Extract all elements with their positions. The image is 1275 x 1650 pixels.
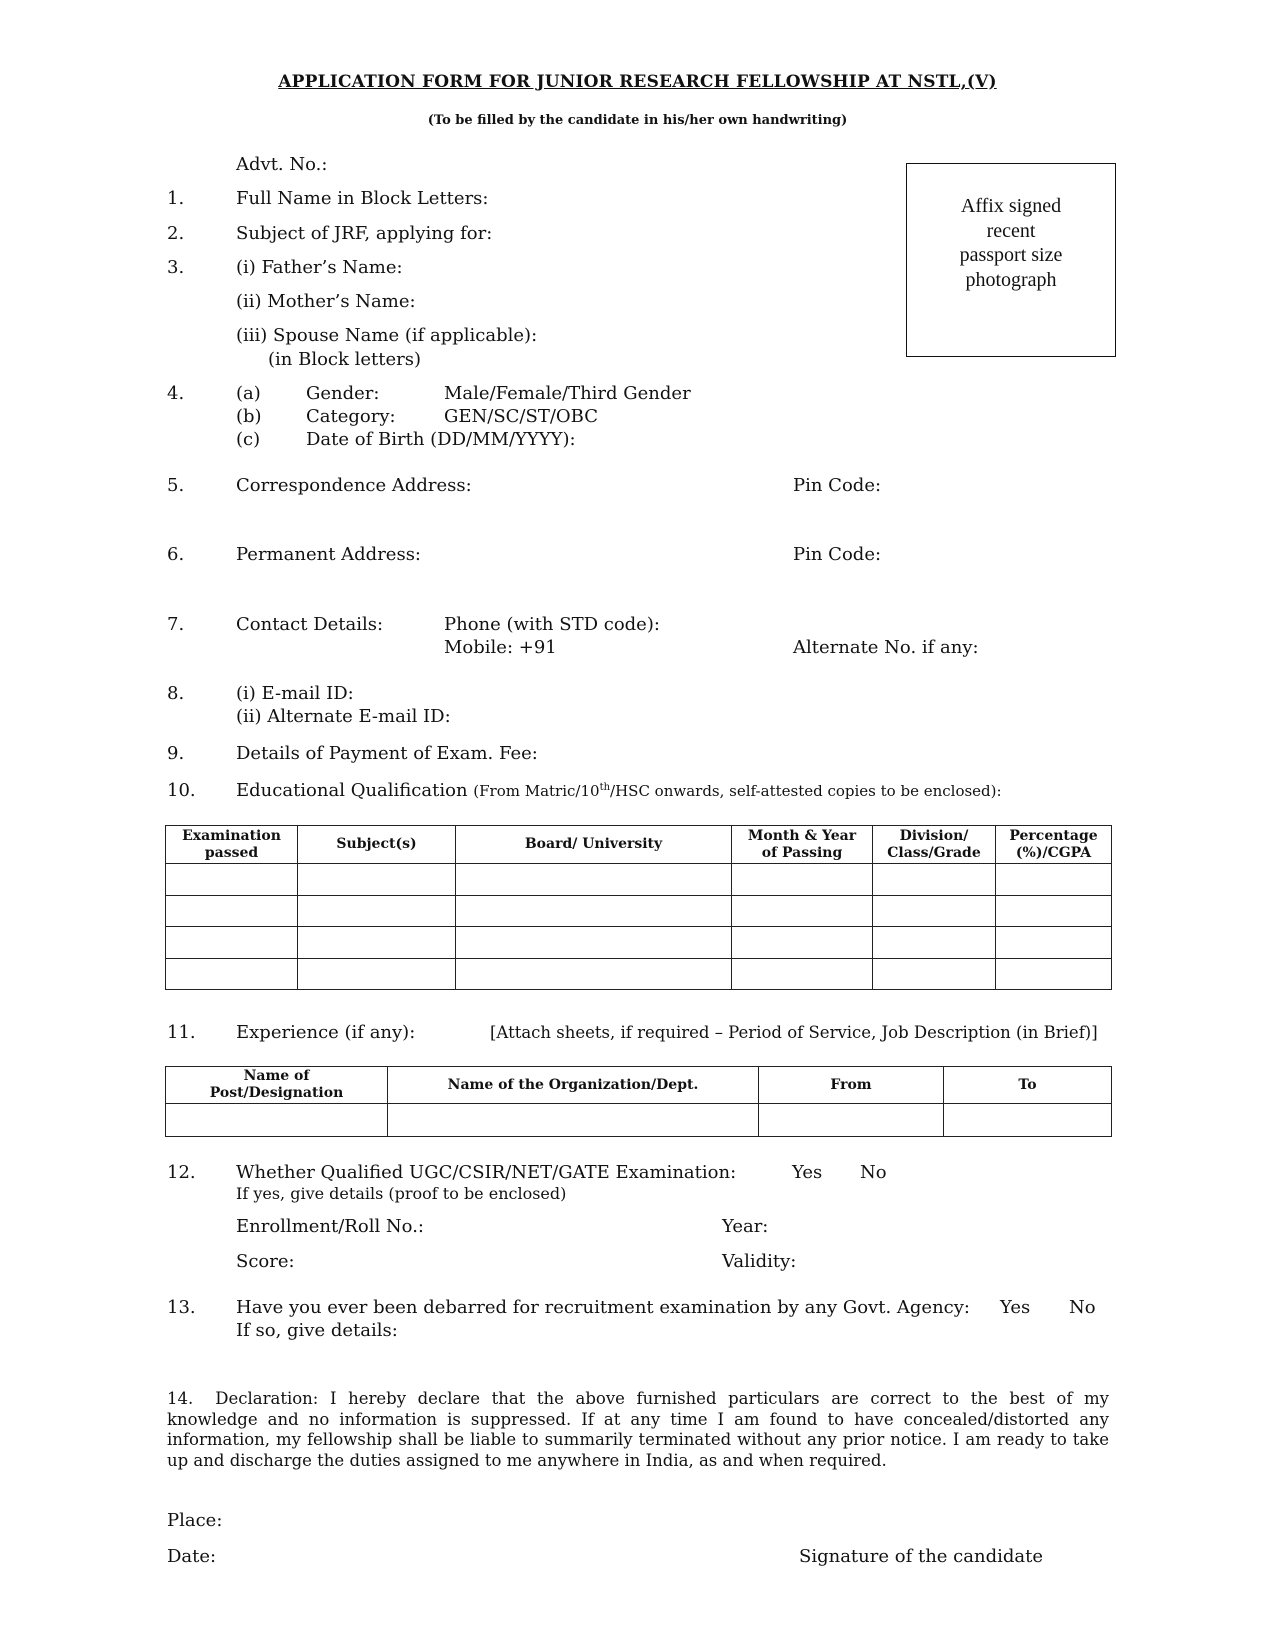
- note-part-b: /HSC onwards, self-attested copies to be enclosed):: [610, 782, 1002, 800]
- education-table-cell[interactable]: [456, 927, 732, 959]
- phone-label: Phone (with STD code):: [444, 614, 660, 635]
- page-title: APPLICATION FORM FOR JUNIOR RESEARCH FELLOWSHIP AT NSTL,(V): [278, 72, 997, 92]
- education-table-cell[interactable]: [456, 958, 732, 990]
- debarred-no-option: No: [1069, 1297, 1096, 1318]
- dob-marker: (c): [236, 429, 261, 450]
- mobile-label: Mobile: +91: [444, 637, 557, 658]
- education-table-cell[interactable]: [166, 958, 298, 990]
- debarred-details-label: If so, give details:: [236, 1320, 398, 1341]
- education-table-header: [166, 826, 1112, 864]
- note-part-a: (From Matric/10: [473, 782, 600, 800]
- education-table-cell[interactable]: [166, 927, 298, 959]
- education-table-cell[interactable]: [456, 895, 732, 927]
- experience-table-header-3: To: [944, 1067, 1112, 1104]
- education-table-header-1: Subject(s): [298, 826, 456, 864]
- correspondence-pin-label: Pin Code:: [793, 475, 882, 496]
- education-table-row: [166, 927, 1112, 959]
- education-table-header-4: Division/ Class/Grade: [873, 826, 996, 864]
- father-name-label: (i) Father’s Name:: [236, 257, 403, 278]
- photo-box: [906, 163, 1116, 357]
- category-marker: (b): [236, 406, 262, 427]
- item-5-number: 5.: [167, 475, 185, 496]
- educational-qualification-label: [236, 780, 1002, 802]
- educational-qualification-note: [473, 782, 1001, 800]
- experience-table-header-1: Name of the Organization/Dept.: [388, 1067, 759, 1104]
- experience-table-cell[interactable]: [759, 1104, 944, 1137]
- experience-table: [165, 1066, 1112, 1137]
- education-table-cell[interactable]: [996, 958, 1112, 990]
- experience-note: [Attach sheets, if required – Period of Service, Job Description (in Brief)]: [490, 1023, 1098, 1042]
- block-letters-note: (in Block letters): [268, 349, 422, 370]
- gender-label: Gender:: [306, 383, 380, 404]
- experience-table-row: [166, 1104, 1112, 1137]
- permanent-address-label: Permanent Address:: [236, 544, 421, 565]
- education-table-row: [166, 958, 1112, 990]
- education-table-cell[interactable]: [996, 895, 1112, 927]
- item-3-number: 3.: [167, 257, 185, 278]
- education-table-row: [166, 864, 1112, 896]
- debarred-yes-option: Yes: [1000, 1297, 1031, 1318]
- education-table-cell[interactable]: [456, 864, 732, 896]
- gender-marker: (a): [236, 383, 261, 404]
- education-table-cell[interactable]: [732, 864, 873, 896]
- education-table-cell[interactable]: [166, 864, 298, 896]
- payment-details-label: Details of Payment of Exam. Fee:: [236, 743, 538, 764]
- experience-table-header-0: Name of Post/Designation: [166, 1067, 388, 1104]
- item-8-number: 8.: [167, 683, 185, 704]
- education-table-cell[interactable]: [166, 895, 298, 927]
- photo-box-text: Affix signed recent passport size photograph: [959, 195, 1063, 291]
- education-table-cell[interactable]: [732, 958, 873, 990]
- education-table-cell[interactable]: [873, 927, 996, 959]
- education-table-cell[interactable]: [873, 895, 996, 927]
- score-label: Score:: [236, 1251, 295, 1272]
- advt-label: Advt. No.:: [236, 154, 328, 175]
- education-table-cell[interactable]: [873, 864, 996, 896]
- dob-label: Date of Birth (DD/MM/YYYY):: [306, 429, 576, 450]
- education-table-header-5: Percentage (%)/CGPA: [996, 826, 1112, 864]
- education-table-cell[interactable]: [873, 958, 996, 990]
- mother-name-label: (ii) Mother’s Name:: [236, 291, 416, 312]
- validity-label: Validity:: [722, 1251, 797, 1272]
- place-label: Place:: [167, 1510, 223, 1531]
- qualified-details-note: If yes, give details (proof to be enclosed): [236, 1184, 567, 1203]
- signature-label: Signature of the candidate: [799, 1546, 1043, 1567]
- item-9-number: 9.: [167, 743, 185, 764]
- alternate-email-label: (ii) Alternate E-mail ID:: [236, 706, 451, 727]
- education-table-header-0: Examination passed: [166, 826, 298, 864]
- item-12-number: 12.: [167, 1162, 196, 1183]
- page-subtitle: (To be filled by the candidate in his/her own handwriting): [427, 113, 848, 128]
- experience-table-cell[interactable]: [944, 1104, 1112, 1137]
- full-name-label: Full Name in Block Letters:: [236, 188, 489, 209]
- education-table-cell[interactable]: [298, 927, 456, 959]
- alternate-number-label: Alternate No. if any:: [793, 637, 979, 658]
- item-4-number: 4.: [167, 383, 185, 404]
- item-13-number: 13.: [167, 1297, 196, 1318]
- note-superscript: th: [599, 782, 611, 793]
- education-table-header-2: Board/ University: [456, 826, 732, 864]
- email-label: (i) E-mail ID:: [236, 683, 354, 704]
- item-1-number: 1.: [167, 188, 185, 209]
- education-table-cell[interactable]: [732, 895, 873, 927]
- spouse-name-label: (iii) Spouse Name (if applicable):: [236, 325, 538, 346]
- education-table-cell[interactable]: [298, 864, 456, 896]
- item-6-number: 6.: [167, 544, 185, 565]
- date-label: Date:: [167, 1546, 217, 1567]
- experience-table-cell[interactable]: [388, 1104, 759, 1137]
- education-table-cell[interactable]: [996, 864, 1112, 896]
- debarred-label: Have you ever been debarred for recruitment examination by any Govt. Agency:: [236, 1297, 970, 1318]
- declaration: [167, 1389, 1109, 1471]
- education-table-cell[interactable]: [298, 895, 456, 927]
- item-11-number: 11.: [167, 1022, 196, 1043]
- item-7-number: 7.: [167, 614, 185, 635]
- qualified-yes-option: Yes: [792, 1162, 823, 1183]
- enrollment-label: Enrollment/Roll No.:: [236, 1216, 424, 1237]
- subject-label: Subject of JRF, applying for:: [236, 223, 493, 244]
- education-table: [165, 825, 1112, 990]
- item-10-number: 10.: [167, 780, 196, 801]
- experience-table-header: [166, 1067, 1112, 1104]
- year-label: Year:: [722, 1216, 769, 1237]
- category-options: GEN/SC/ST/OBC: [444, 406, 598, 427]
- item-2-number: 2.: [167, 223, 185, 244]
- gender-options: Male/Female/Third Gender: [444, 383, 691, 404]
- experience-table-cell[interactable]: [166, 1104, 388, 1137]
- declaration-text: Declaration: I hereby declare that the above furnished particulars are correct to the best of my knowledge and no information is suppressed. If at any time I am found to have concealed/distorted any information, my fellowship shall be liable to summarily terminated without any prior notice. I am ready to take up and discharge the duties assigned to me anywhere in India, as and when required.: [167, 1389, 1109, 1470]
- education-table-header-3: Month & Year of Passing: [732, 826, 873, 864]
- correspondence-address-label: Correspondence Address:: [236, 475, 472, 496]
- education-table-row: [166, 895, 1112, 927]
- education-table-cell[interactable]: [298, 958, 456, 990]
- category-label: Category:: [306, 406, 396, 427]
- permanent-pin-label: Pin Code:: [793, 544, 882, 565]
- qualified-no-option: No: [860, 1162, 887, 1183]
- contact-details-label: Contact Details:: [236, 614, 384, 635]
- experience-table-header-2: From: [759, 1067, 944, 1104]
- education-table-cell[interactable]: [996, 927, 1112, 959]
- education-table-cell[interactable]: [732, 927, 873, 959]
- item-14-number: 14.: [167, 1389, 194, 1408]
- qualified-exam-label: Whether Qualified UGC/CSIR/NET/GATE Examination:: [236, 1162, 737, 1183]
- experience-label: Experience (if any):: [236, 1022, 416, 1043]
- educational-qualification-title: Educational Qualification: [236, 780, 468, 801]
